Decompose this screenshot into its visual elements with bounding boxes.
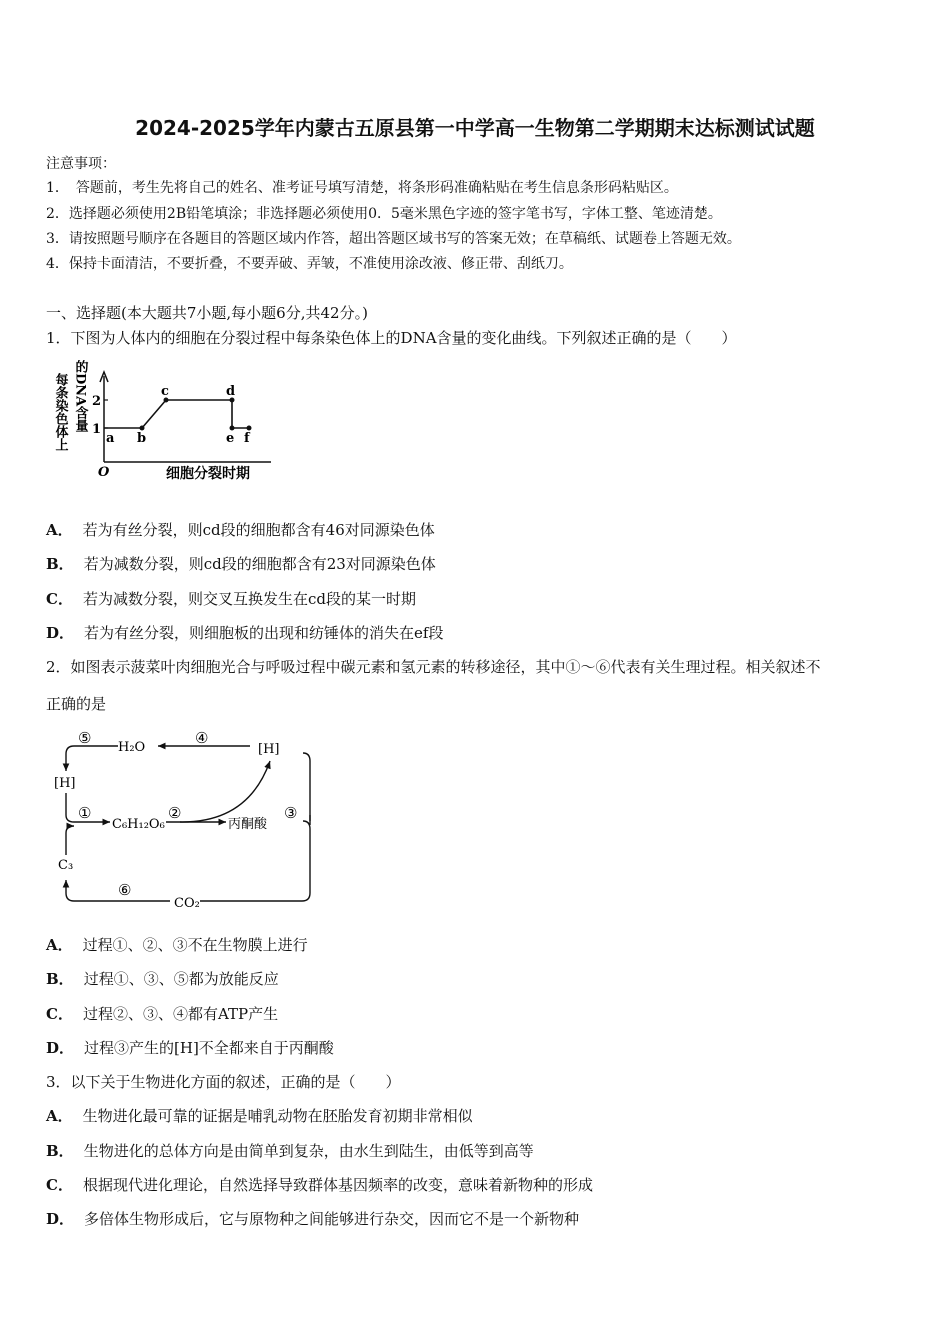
q3-option-b[interactable]: B． 生物进化的总体方向是由简单到复杂，由水生到陆生，由低等到高等: [46, 1142, 534, 1160]
q1-option-a[interactable]: A． 若为有丝分裂，则cd段的细胞都含有46对同源染色体: [46, 521, 435, 539]
dna-content-graph: [46, 358, 286, 483]
process-2: ②: [168, 804, 182, 822]
process-4: ④: [195, 729, 209, 747]
graph-label-b: b: [137, 431, 147, 446]
node-glucose: C₆H₁₂O₆: [112, 817, 165, 832]
curve-to-h: [180, 761, 270, 822]
node-h-top: [H]: [258, 742, 280, 757]
question-3-stem: 3．以下关于生物进化方面的叙述，正确的是（ ）: [46, 1073, 401, 1091]
graph-curve: [104, 400, 249, 428]
graph-label-d: d: [226, 384, 236, 399]
graph-label-c: c: [161, 384, 169, 399]
process-5: ⑤: [78, 729, 92, 747]
graph-ylabel-col2: 的DNA含量: [72, 360, 88, 433]
node-c3: C₃: [58, 858, 74, 873]
loop-top: [303, 753, 310, 821]
question-2-stem-line2: 正确的是: [46, 695, 107, 713]
node-h2o: H₂O: [118, 740, 146, 755]
q2-option-d[interactable]: D． 过程③产生的[H]不全都来自于丙酮酸: [46, 1039, 334, 1057]
carbon-hydrogen-pathway-diagram: [48, 725, 318, 915]
q3-option-a[interactable]: A． 生物进化最可靠的证据是哺乳动物在胚胎发育初期非常相似: [46, 1107, 473, 1125]
q2-option-b[interactable]: B． 过程①、③、⑤都为放能反应: [46, 970, 279, 988]
graph-point-e: [230, 426, 235, 431]
graph-point-b: [140, 426, 145, 431]
process-1: ①: [78, 804, 92, 822]
q3-option-d[interactable]: D． 多倍体生物形成后，它与原物种之间能够进行杂交，因而它不是一个新物种: [46, 1210, 580, 1228]
graph-xlabel: 细胞分裂时期: [166, 466, 250, 482]
notice-item: 3．请按照题号顺序在各题目的答题区域内作答，超出答题区域书写的答案无效；在草稿纸、试题卷上答题无效。: [46, 231, 741, 247]
q1-option-d[interactable]: D． 若为有丝分裂，则细胞板的出现和纺锤体的消失在ef段: [46, 624, 444, 642]
process-6: ⑥: [118, 881, 132, 899]
graph-label-e: e: [226, 431, 235, 446]
node-h-left: [H]: [54, 776, 76, 791]
page-title: 2024-2025学年内蒙古五原县第一中学高一生物第二学期期末达标测试试题: [135, 116, 815, 140]
graph-ylabel-col1: 每条染色体上: [52, 373, 68, 451]
graph-point-f: [247, 426, 252, 431]
node-pyruvate: 丙酮酸: [228, 817, 268, 832]
node-co2: CO₂: [174, 896, 200, 911]
graph-tick-1: 1: [92, 422, 102, 437]
graph-origin: O: [98, 465, 110, 480]
q2-option-a[interactable]: A． 过程①、②、③不在生物膜上进行: [46, 936, 308, 954]
notice-heading: 注意事项：: [46, 156, 116, 172]
graph-tick-2: 2: [92, 394, 102, 409]
q3-option-c[interactable]: C． 根据现代进化理论，自然选择导致群体基因频率的改变，意味着新物种的形成: [46, 1176, 593, 1194]
process-3: ③: [284, 804, 298, 822]
question-1-stem: 1．下图为人体内的细胞在分裂过程中每条染色体上的DNA含量的变化曲线。下列叙述正确的是（ ）: [46, 329, 737, 347]
notice-item: 2．选择题必须使用2B铅笔填涂；非选择题必须使用0．5毫米黑色字迹的签字笔书写，字体工整、笔迹清楚。: [46, 206, 722, 222]
q1-option-b[interactable]: B． 若为减数分裂，则cd段的细胞都含有23对同源染色体: [46, 555, 436, 573]
notice-item: 4．保持卡面清洁，不要折叠，不要弄破、弄皱，不准使用涂改液、修正带、刮纸刀。: [46, 256, 573, 272]
q1-option-c[interactable]: C． 若为减数分裂，则交叉互换发生在cd段的某一时期: [46, 590, 416, 608]
question-2-stem-line1: 2．如图表示菠菜叶肉细胞光合与呼吸过程中碳元素和氢元素的转移途径，其中①～⑥代表有关生理过程。相关叙述不: [46, 658, 821, 676]
graph-label-a: a: [106, 431, 115, 446]
section-heading: 一、选择题(本大题共7小题,每小题6分,共42分。): [46, 304, 368, 322]
notice-item: 1． 答题前，考生先将自己的姓名、准考证号填写清楚，将条形码准确粘贴在考生信息条形码粘贴区。: [46, 180, 678, 196]
graph-label-f: f: [244, 431, 250, 446]
q2-option-c[interactable]: C． 过程②、③、④都有ATP产生: [46, 1005, 279, 1023]
